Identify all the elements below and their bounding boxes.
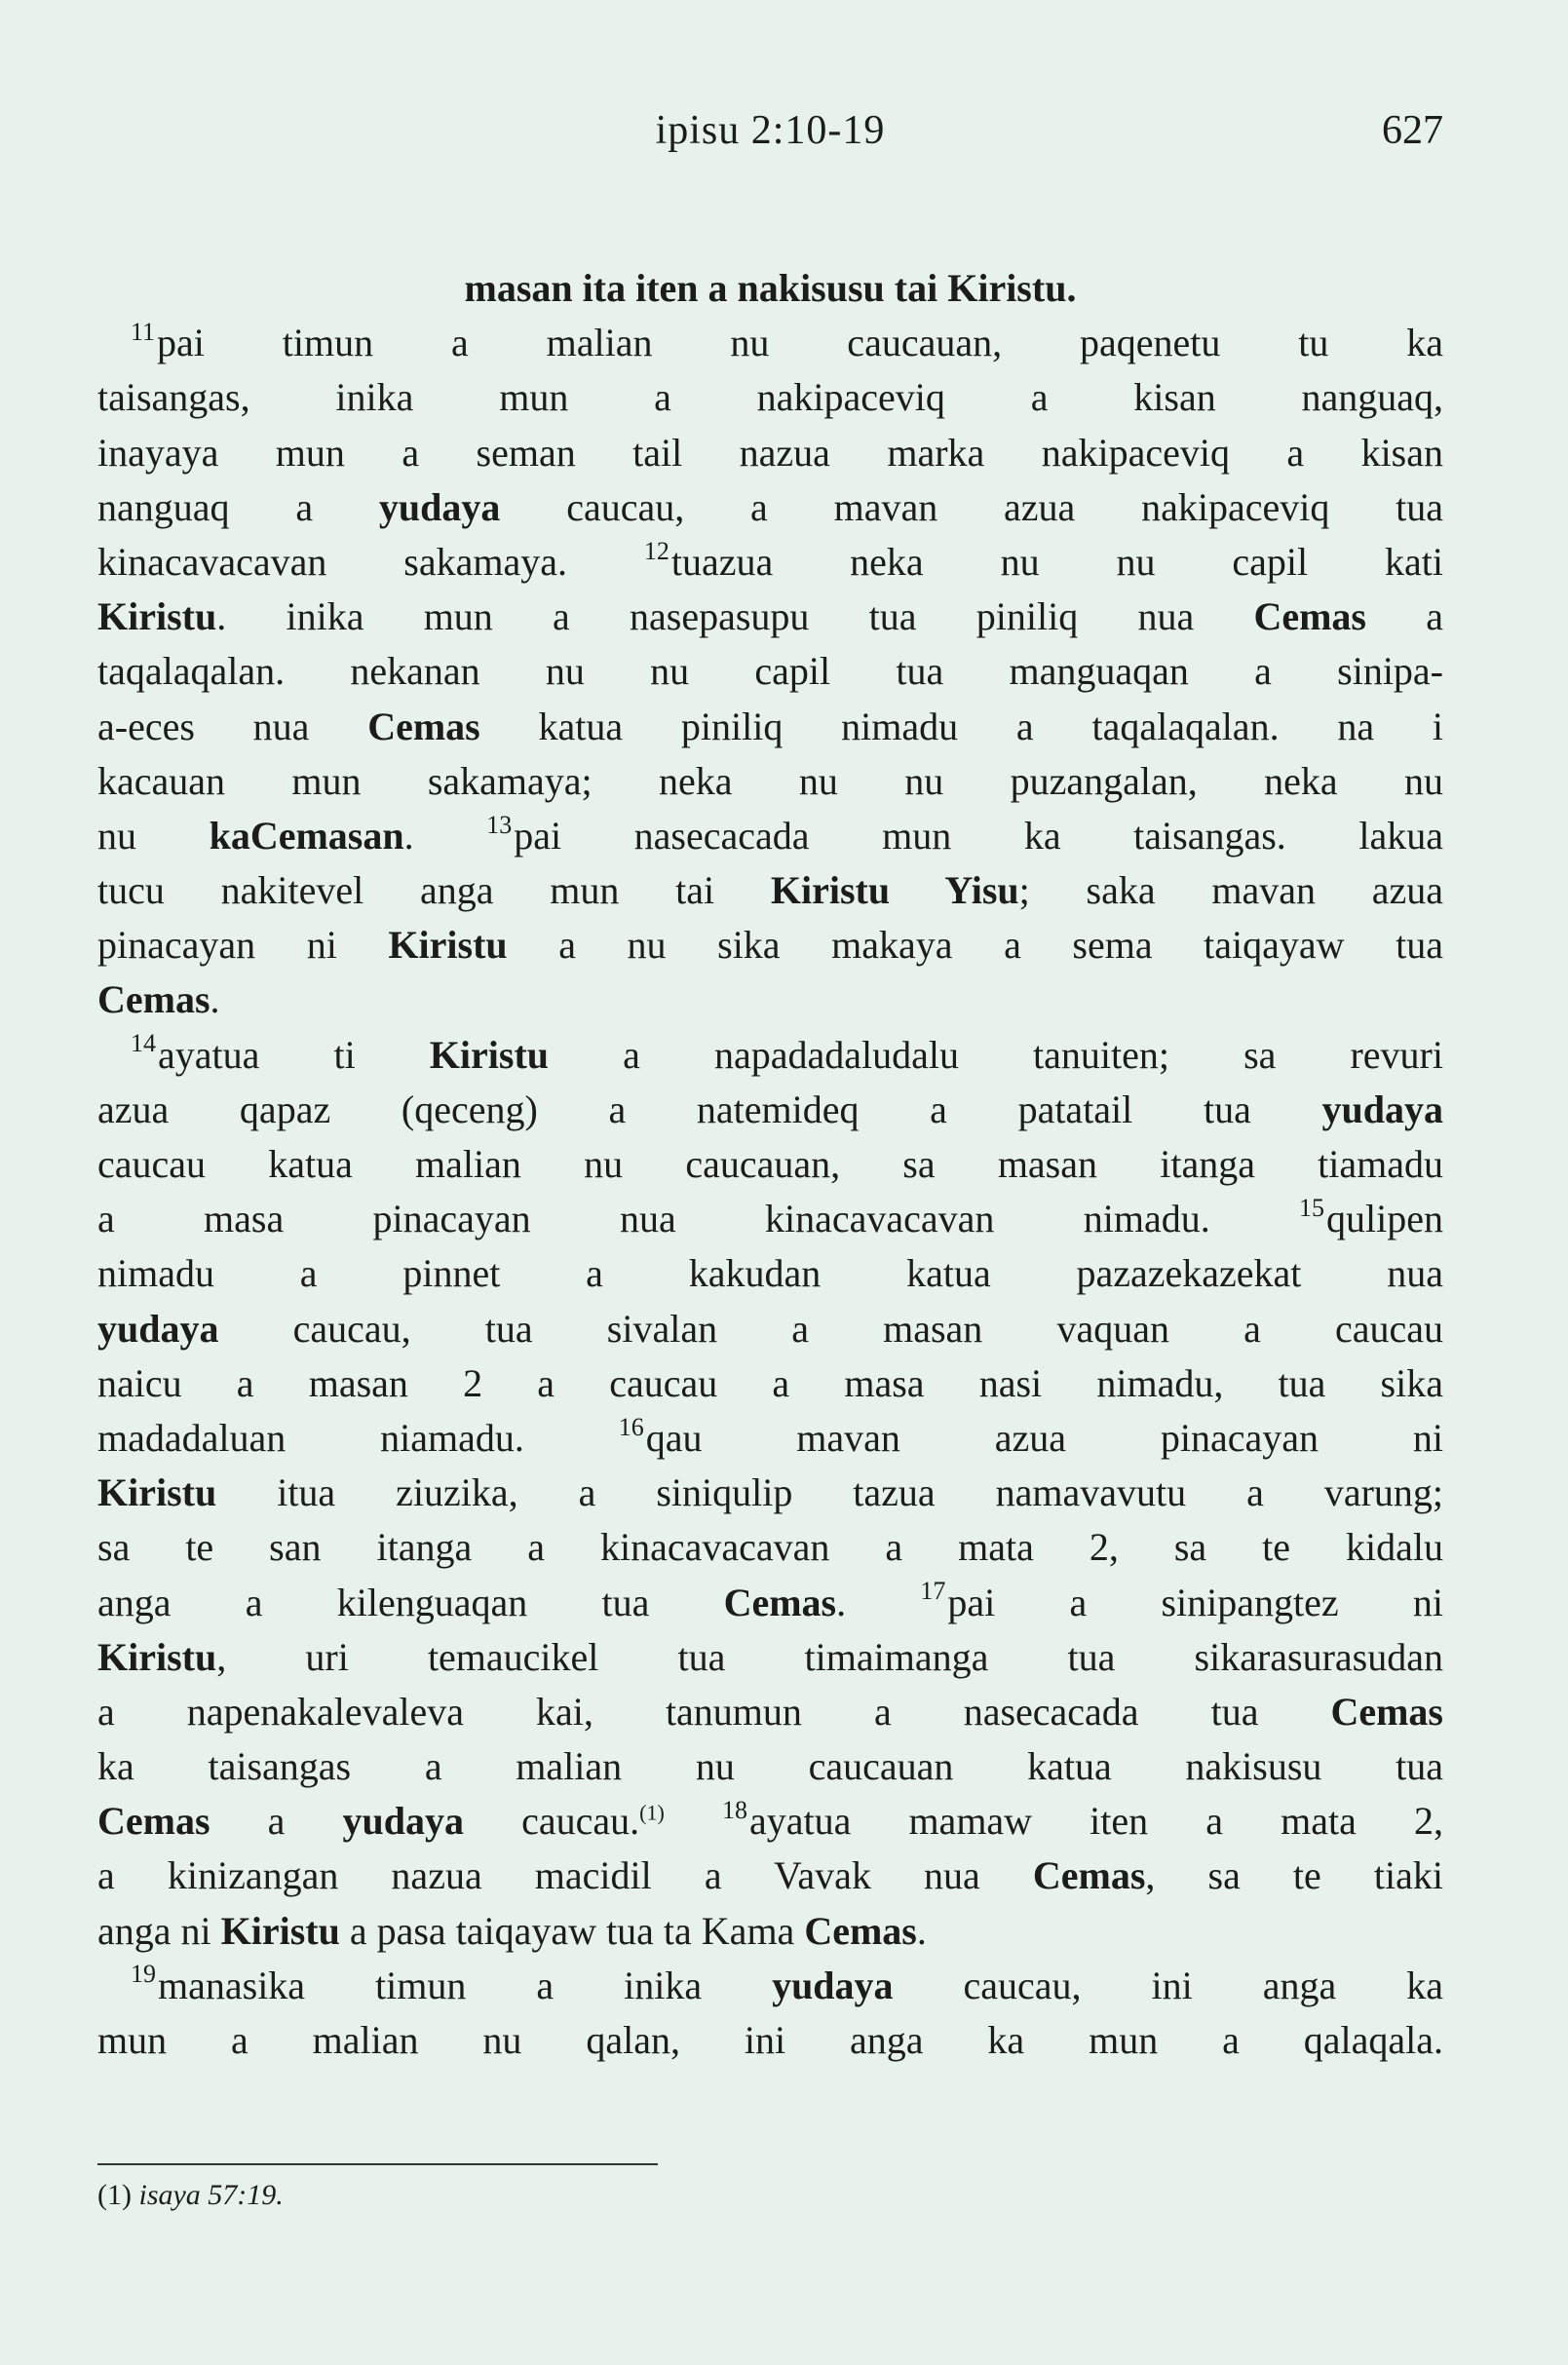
text-line: a masa pinacayan nua kinacavacavan nimadu. $^{15}$qulipen <box>97 1193 1443 1241</box>
text-line: taqalaqalan. nekanan nu nu capil tua manguaqan a sinipa- <box>97 649 1443 694</box>
text-line: $^{19}$manasika timun a inika yudaya caucau, ini anga ka <box>131 1960 1443 2007</box>
text-line: kinacavacavan sakamaya. $^{12}$tuazua neka nu nu capil kati <box>97 536 1443 584</box>
footnote-text: isaya 57:19. <box>138 2179 284 2211</box>
page-number: 627 <box>1382 108 1443 153</box>
text-line: anga a kilenguaqan tua Cemas. $^{17}$pai a sinipangtez ni <box>97 1577 1443 1624</box>
section-heading: masan ita iten a nakisusu tai Kiristu. <box>464 266 1077 310</box>
text-line: yudaya caucau, tua sivalan a masan vaquan a caucau <box>97 1306 1443 1351</box>
text-line: nu kaCemasan. $^{13}$pai nasecacada mun ka taisangas. lakua <box>97 810 1443 858</box>
text-line: anga ni Kiristu a pasa taiqayaw tua ta Kama Cemas. <box>97 1908 927 1953</box>
text-line: kacauan mun sakamaya; neka nu nu puzangalan, neka nu <box>97 758 1443 803</box>
footnote-rule <box>97 2163 658 2165</box>
text-line: $^{11}$pai timun a malian nu caucauan, paqenetu tu ka <box>131 317 1443 365</box>
text-line: pinacayan ni Kiristu a nu sika makaya a sema taiqayaw tua <box>97 923 1443 968</box>
text-line: mun a malian nu qalan, ini anga ka mun a qalaqala. <box>97 2018 1443 2062</box>
text-line: Kiristu. inika mun a nasepasupu tua piniliq nua Cemas a <box>97 594 1443 639</box>
text-line: a kinizangan nazua macidil a Vavak nua Cemas, sa te tiaki <box>97 1853 1443 1898</box>
text-line: Cemas. <box>97 977 220 1022</box>
text-line: $^{14}$ayatua ti Kiristu a napadadaludalu tanuiten; sa revuri <box>131 1029 1443 1077</box>
text-line: taisangas, inika mun a nakipaceviq a kisan nanguaq, <box>97 375 1443 420</box>
text-line: Cemas a yudaya caucau.$^{(1)}$ $^{18}$ayatua mamaw iten a mata 2, <box>97 1795 1443 1844</box>
text-line: naicu a masan 2 a caucau a masa nasi nimadu, tua sika <box>97 1360 1443 1405</box>
footnote <box>97 2179 1443 2212</box>
footnotes <box>97 2163 1443 2212</box>
text-line: a-eces nua Cemas katua piniliq nimadu a taqalaqalan. na i <box>97 704 1443 748</box>
text-line: a napenakalevaleva kai, tanumun a nasecacada tua Cemas <box>97 1689 1443 1734</box>
text-line: nanguaq a yudaya caucau, a mavan azua nakipaceviq tua <box>97 484 1443 529</box>
text-line: sa te san itanga a kinacavacavan a mata 2, sa te kidalu <box>97 1525 1443 1570</box>
text-line: ka taisangas a malian nu caucauan katua nakisusu tua <box>97 1744 1443 1789</box>
page-header <box>97 107 1443 166</box>
text-line: caucau katua malian nu caucauan, sa masan itanga tiamadu <box>97 1142 1443 1186</box>
text-line: Kiristu itua ziuzika, a siniqulip tazua namavavutu a varung; <box>97 1470 1443 1515</box>
text-line: azua qapaz (qeceng) a natemideq a patatail tua yudaya <box>97 1087 1443 1131</box>
body-text <box>97 261 1443 2068</box>
text-line: tucu nakitevel anga mun tai Kiristu Yisu; saka mavan azua <box>97 868 1443 913</box>
text-line: nimadu a pinnet a kakudan katua pazazekazekat nua <box>97 1251 1443 1296</box>
footnote-marker: (1) <box>97 2179 132 2211</box>
running-title: ipisu 2:10-19 <box>655 108 886 153</box>
text-line: Kiristu, uri temaucikel tua timaimanga tua sikarasurasudan <box>97 1634 1443 1679</box>
text-line: inayaya mun a seman tail nazua marka nakipaceviq a kisan <box>97 430 1443 475</box>
text-line: madadaluan niamadu. $^{16}$qau mavan azua pinacayan ni <box>97 1412 1443 1460</box>
